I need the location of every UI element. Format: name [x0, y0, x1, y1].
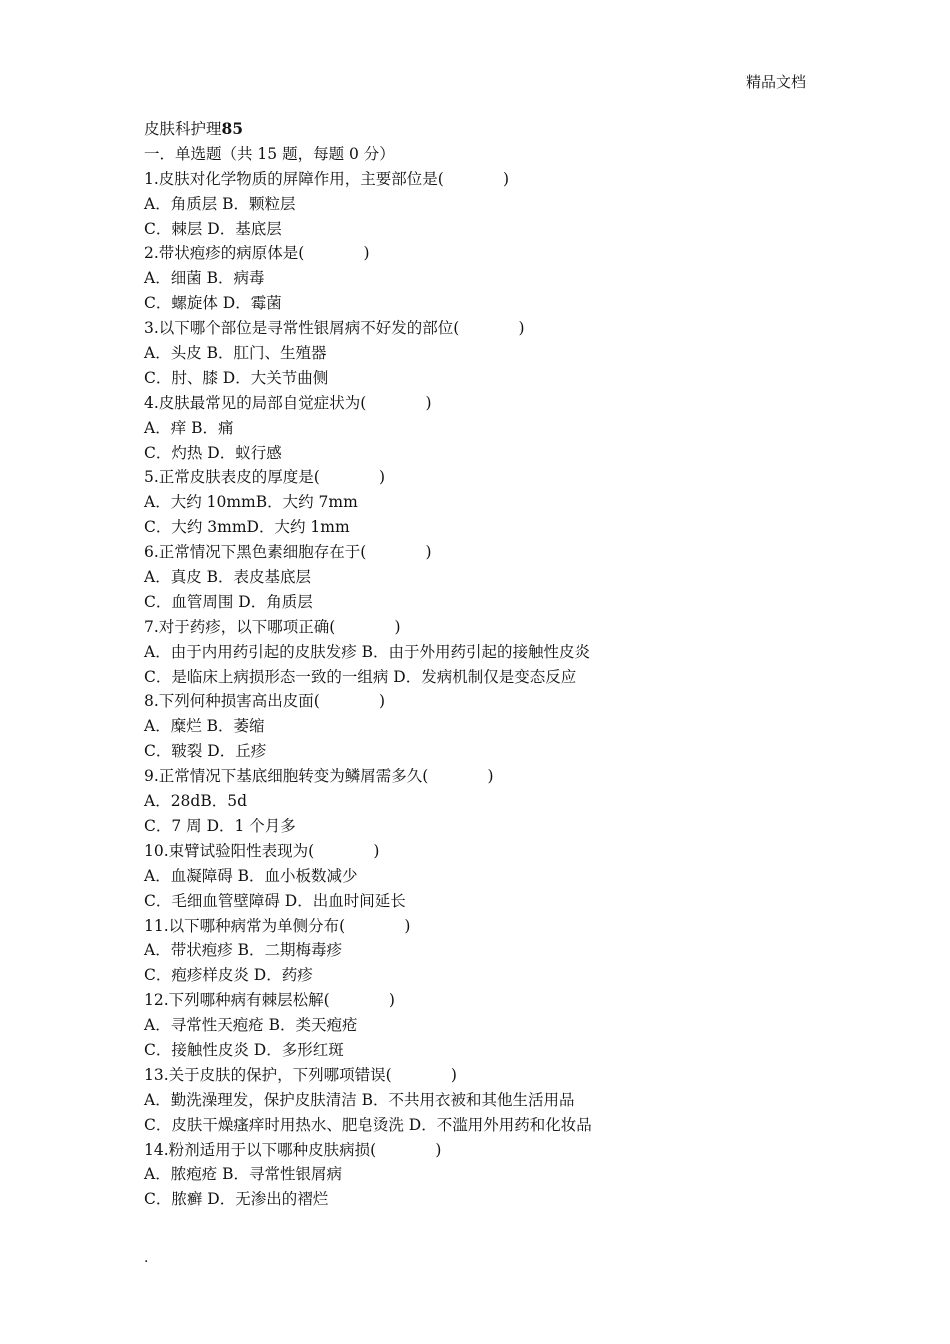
document-body	[144, 117, 844, 1212]
question-text: 12.下列哪种病有棘层松解( )	[144, 991, 395, 1010]
question-text: 7.对于药疹，以下哪项正确( )	[144, 617, 401, 636]
question-text: 1.皮肤对化学物质的屏障作用，主要部位是( )	[144, 169, 510, 188]
document-title	[144, 117, 844, 142]
question-list	[144, 167, 844, 1212]
question-text: 8.下列何种损害高出皮面( )	[144, 692, 386, 711]
answer-options: A．糜烂 B．萎缩	[144, 717, 265, 736]
answer-options: A．细菌 B．病毒	[144, 269, 265, 288]
question-text: 5.正常皮肤表皮的厚度是( )	[144, 468, 386, 487]
question-text: 2.带状疱疹的病原体是( )	[144, 244, 370, 263]
answer-options: A．由于内用药引起的皮肤发疹 B．由于外用药引起的接触性皮炎	[144, 642, 591, 661]
answer-options: C．血管周围 D．角质层	[144, 592, 313, 611]
answer-options: A．28dB．5d	[144, 792, 248, 811]
answer-options: A．头皮 B．肛门、生殖器	[144, 344, 327, 363]
answer-options: A．角质层 B．颗粒层	[144, 194, 296, 213]
answer-options: A．痒 B．痛	[144, 418, 234, 437]
answer-options: C．疱疹样皮炎 D．药疹	[144, 966, 313, 985]
answer-options: A．血凝障碍 B．血小板数减少	[144, 866, 358, 885]
answer-options: C．脓癣 D．无渗出的褶烂	[144, 1190, 329, 1209]
question-text: 4.皮肤最常见的局部自觉症状为( )	[144, 393, 432, 412]
answer-options: A．脓疱疮 B．寻常性银屑病	[144, 1165, 343, 1184]
page-header-label: 精品文档	[745, 73, 806, 91]
answer-options: C．螺旋体 D．霉菌	[144, 294, 282, 313]
answer-options: A．大约 10mmB．大约 7mm	[144, 493, 358, 512]
answer-options: C．7 周 D．1 个月多	[144, 816, 296, 835]
section-heading: 一．单选题（共 15 题，每题 0 分）	[144, 144, 395, 163]
question-text: 13.关于皮肤的保护，下列哪项错误( )	[144, 1065, 457, 1084]
answer-options: A．勤洗澡理发，保护皮肤清洁 B．不共用衣被和其他生活用品	[144, 1090, 575, 1109]
question-text: 11.以下哪种病常为单侧分布( )	[144, 916, 411, 935]
question-text: 9.正常情况下基底细胞转变为鳞屑需多久( )	[144, 767, 494, 786]
answer-options: A．带状疱疹 B．二期梅毒疹	[144, 941, 343, 960]
answer-options: C．皮肤干燥瘙痒时用热水、肥皂烫洗 D．不滥用外用药和化妆品	[144, 1115, 592, 1134]
answer-options: A．寻常性天疱疮 B．类天疱疮	[144, 1016, 358, 1035]
question-text: 14.粉剂适用于以下哪种皮肤病损( )	[144, 1140, 442, 1159]
answer-options: C．是临床上病损形态一致的一组病 D．发病机制仅是变态反应	[144, 667, 577, 686]
answer-options: C．灼热 D．蚁行感	[144, 443, 282, 462]
answer-options: C．接触性皮炎 D．多形红斑	[144, 1040, 344, 1059]
answer-options: C．大约 3mmD．大约 1mm	[144, 518, 350, 537]
question-text: 6.正常情况下黑色素细胞存在于( )	[144, 543, 432, 562]
answer-options: C．肘、膝 D．大关节曲侧	[144, 368, 329, 387]
footer-mark: .	[144, 1250, 149, 1266]
title-number: 85	[221, 119, 244, 138]
answer-options: C．皲裂 D．丘疹	[144, 742, 267, 761]
question-text: 3.以下哪个部位是寻常性银屑病不好发的部位( )	[144, 319, 525, 338]
answer-options: C．毛细血管壁障碍 D．出血时间延长	[144, 891, 406, 910]
answer-options: C．棘层 D．基底层	[144, 219, 282, 238]
title-text: 皮肤科护理	[144, 120, 222, 138]
question-text: 10.束臂试验阳性表现为( )	[144, 841, 380, 860]
answer-options: A．真皮 B．表皮基底层	[144, 568, 312, 587]
